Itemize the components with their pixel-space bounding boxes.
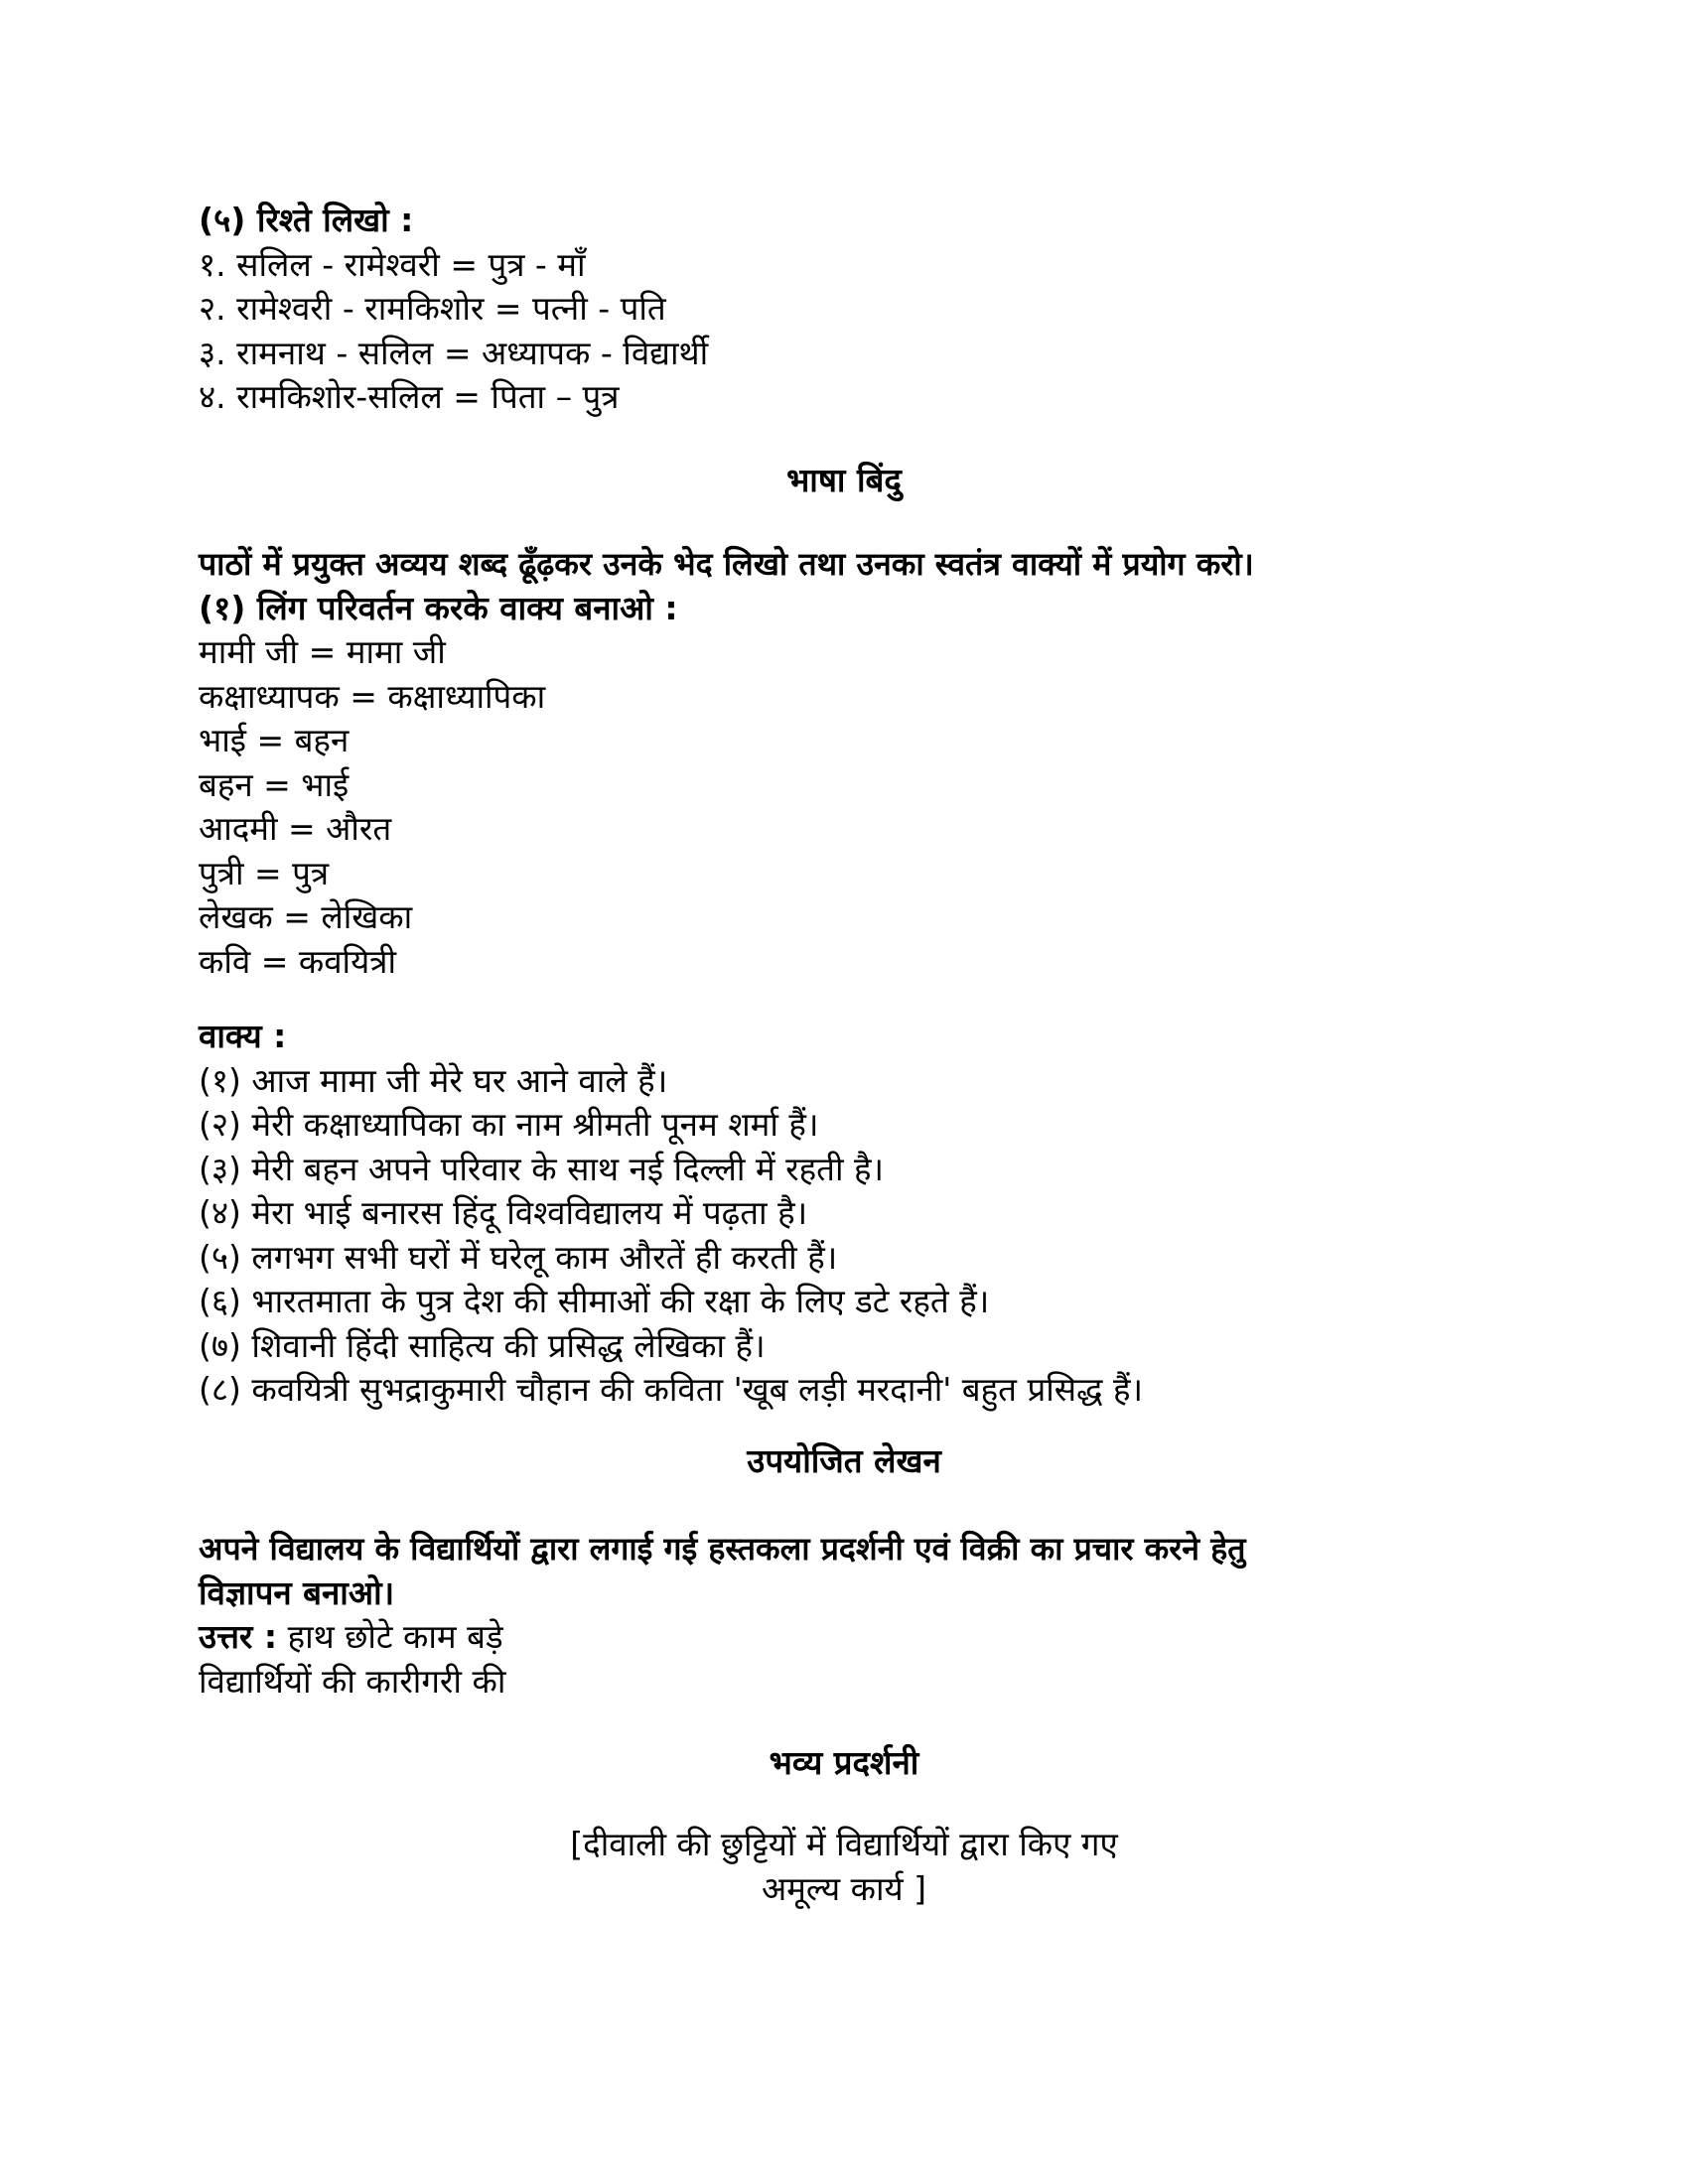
relation-item: २. रामेश्वरी - रामकिशोर = पत्नी - पति [199,289,666,328]
sentence-item: (६) भारतमाता के पुत्र देश की सीमाओं की रक्षा के लिए डटे रहते हैं। [199,1282,990,1320]
upyojit-lekhan-section [199,1527,1489,1704]
exhibition-note-line-2: अमूल्य कार्य ] [761,1868,927,1908]
bhasha-bindu-section-title [199,459,1489,503]
gender-pair: भाई = बहन [199,721,350,759]
gender-pair: लेखक = लेखिका [199,897,413,936]
exhibition-section-title [199,1741,1489,1786]
sentence-item: (४) मेरा भाई बनारस हिंदू विश्वविद्यालय में पढ़ता है। [199,1193,808,1232]
bhasha-bindu-instruction: पाठों में प्रयुक्त अव्यय शब्द ढूँढ़कर उनके भेद लिखो तथा उनका स्वतंत्र वाक्यों में प्रयोग करो। [199,545,1254,583]
relation-item: ४. रामकिशोर-सलिल = पिता – पुत्र [199,377,620,416]
gender-pair: मामी जी = मामा जी [199,632,446,671]
relation-item: ३. रामनाथ - सलिल = अध्यापक - विद्यार्थी [199,333,709,372]
document-page [199,0,1489,2184]
sentence-item: (७) शिवानी हिंदी साहित्य की प्रसिद्ध लेखिका हैं। [199,1325,766,1365]
sentences-heading: वाक्य : [199,1017,287,1055]
answer-line [199,1615,1489,1660]
sentence-item: (५) लगभग सभी घरों में घरेलू काम औरतें ही करती हैं। [199,1237,838,1277]
advertisement-question-line-1: अपने विद्यालय के विद्यार्थियों द्वारा लगाई गई हस्तकला प्रदर्शनी एवं विक्री का प्रचार करने हेतु [199,1530,1246,1568]
relations-heading: (५) रिश्ते लिखो : [199,201,414,239]
relations-section [199,199,1489,420]
exhibition-note-line-1: [दीवाली की छुट्टियों में विद्यार्थियों द्वारा किए गए [570,1825,1118,1863]
gender-change-heading: (१) लिंग परिवर्तन करके वाक्य बनाओ : [199,588,678,627]
gender-pair: पुत्री = पुत्र [199,853,330,892]
answer-line-2: विद्यार्थियों की कारीगरी की [199,1661,506,1701]
sentence-item: (१) आज मामा जी मेरे घर आने वाले हैं। [199,1060,668,1100]
exhibition-title: भव्य प्रदर्शनी [769,1743,919,1782]
sentence-item: (२) मेरी कक्षाध्यापिका का नाम श्रीमती पूनम शर्मा हैं। [199,1105,819,1144]
sentence-item: (८) कवयित्री सुभद्राकुमारी चौहान की कविता 'खूब लड़ी मरदानी' बहुत प्रसिद्ध हैं। [199,1370,1143,1409]
upyojit-lekhan-title: उपयोजित लेखन [747,1441,941,1480]
gender-pair: बहन = भाई [199,764,350,804]
gender-pair: कवि = कवयित्री [199,941,397,981]
sentence-item: (३) मेरी बहन अपने परिवार के साथ नई दिल्ली में रहती है। [199,1149,885,1188]
answer-label: उत्तर : [199,1617,278,1656]
answer-text: हाथ छोटे काम बड़े [277,1617,503,1656]
bhasha-bindu-section [199,542,1489,984]
gender-pair: आदमी = औरत [199,809,392,848]
sentences-section [199,1015,1489,1413]
advertisement-question-line-2: विज्ञापन बनाओ। [199,1572,395,1612]
upyojit-lekhan-section-title [199,1439,1489,1484]
exhibition-note [199,1823,1489,1911]
relation-item: १. सलिल - रामेश्वरी = पुत्र - माँ [199,244,586,284]
gender-pair: कक्षाध्यापक = कक्षाध्यापिका [199,676,546,716]
bhasha-bindu-title: भाषा बिंदु [786,461,902,499]
